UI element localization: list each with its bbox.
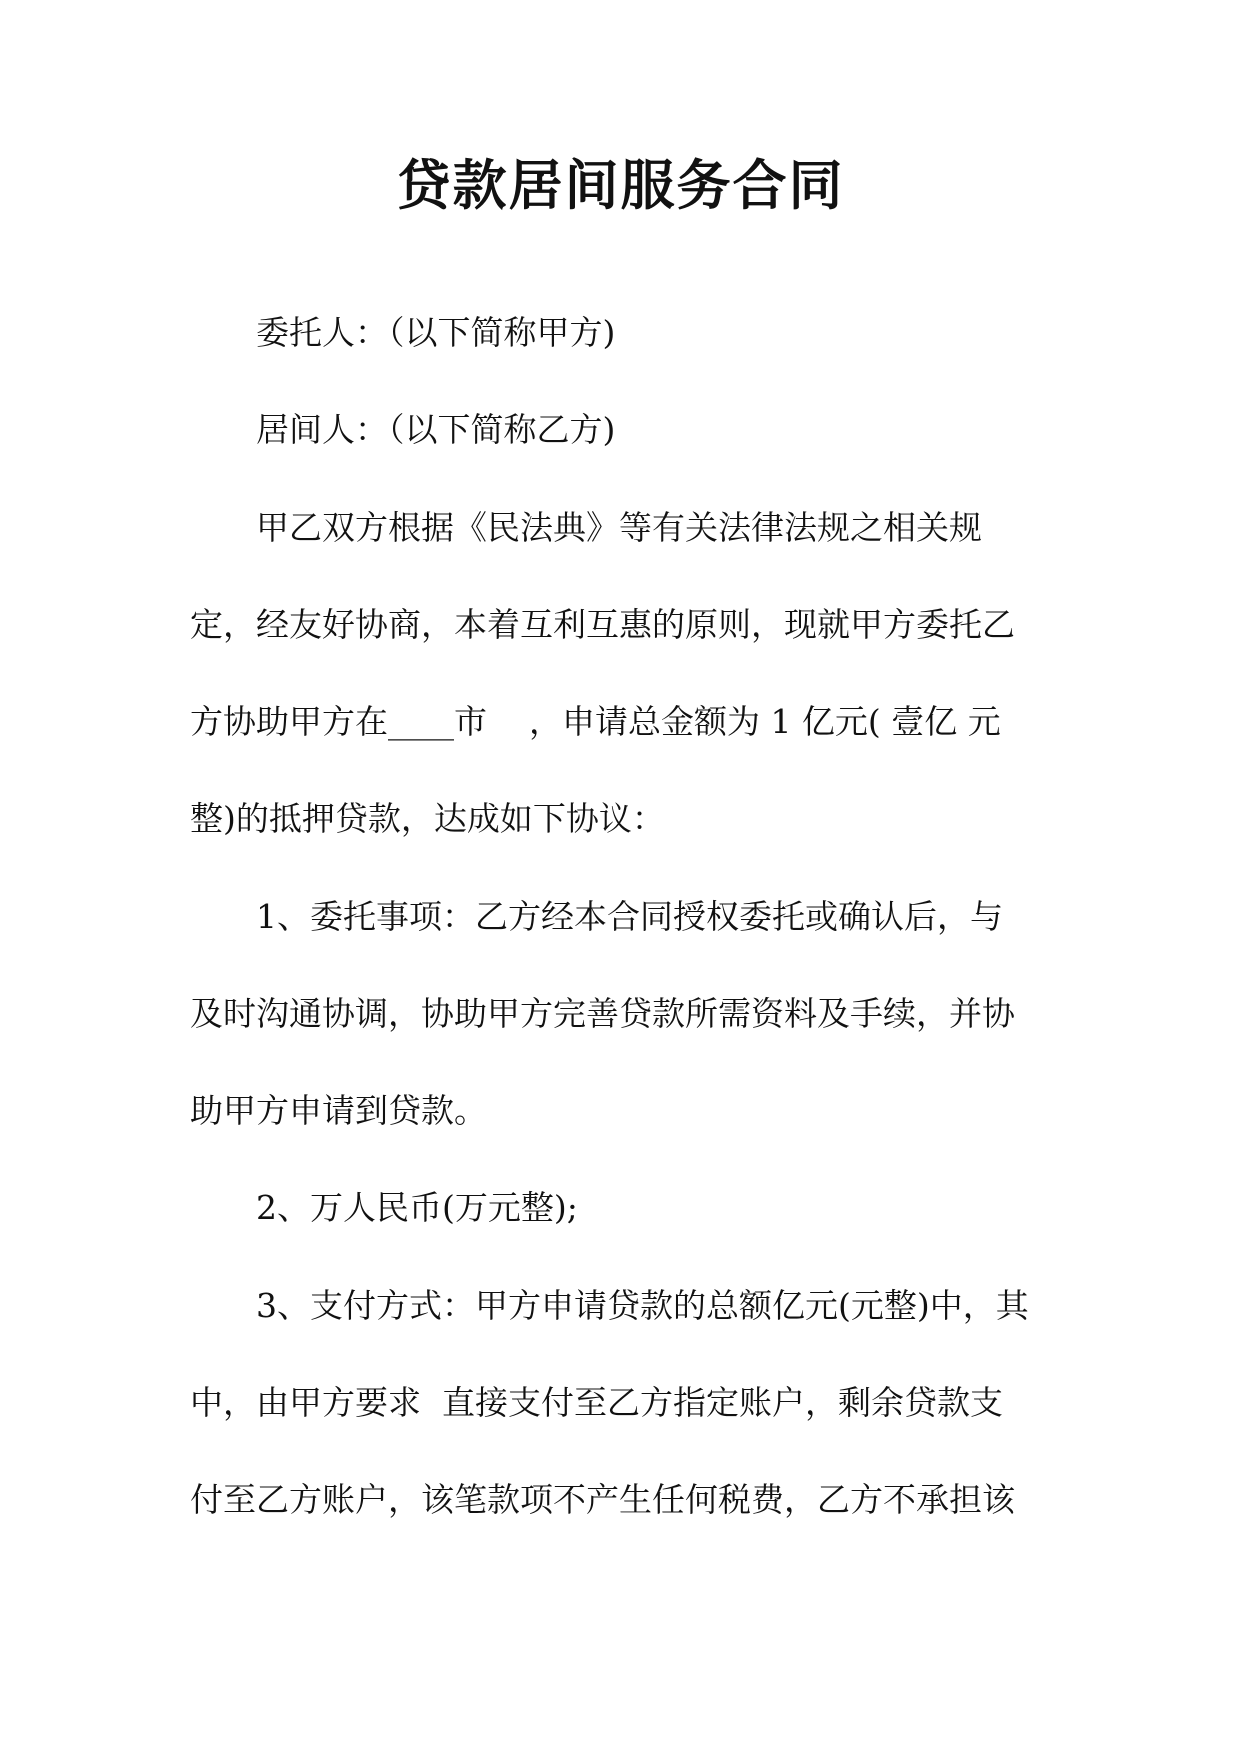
principal-line: 委托人：（以下简称甲方) <box>256 313 616 352</box>
clause-3-line-1: 3、支付方式：甲方申请贷款的总额亿元(元整)中，其 <box>256 1286 1029 1325</box>
intermediary-line: 居间人：（以下简称乙方) <box>256 410 616 449</box>
preamble-line-4: 整)的抵押贷款，达成如下协议： <box>190 799 665 838</box>
clause-1-line-1: 1、委托事项：乙方经本合同授权委托或确认后，与 <box>256 897 1003 936</box>
clause-2-line: 2、万人民币(万元整); <box>256 1188 578 1227</box>
clause-1-line-2: 及时沟通协调，协助甲方完善贷款所需资料及手续，并协 <box>190 994 1015 1033</box>
clause-3-line-2: 中，由甲方要求 直接支付至乙方指定账户，剩余贷款支 <box>190 1383 1003 1422</box>
preamble-line-1: 甲乙双方根据《民法典》等有关法律法规之相关规 <box>256 508 982 547</box>
preamble-line-2: 定，经友好协商，本着互利互惠的原则，现就甲方委托乙 <box>190 605 1015 644</box>
clause-3-line-3: 付至乙方账户，该笔款项不产生任何税费，乙方不承担该 <box>190 1480 1015 1519</box>
preamble-line-3: 方协助甲方在____市 ，申请总金额为 1 亿元( 壹亿 元 <box>190 702 1001 741</box>
clause-1-line-3: 助甲方申请到贷款。 <box>190 1091 487 1130</box>
document-title: 贷款居间服务合同 <box>396 153 845 217</box>
